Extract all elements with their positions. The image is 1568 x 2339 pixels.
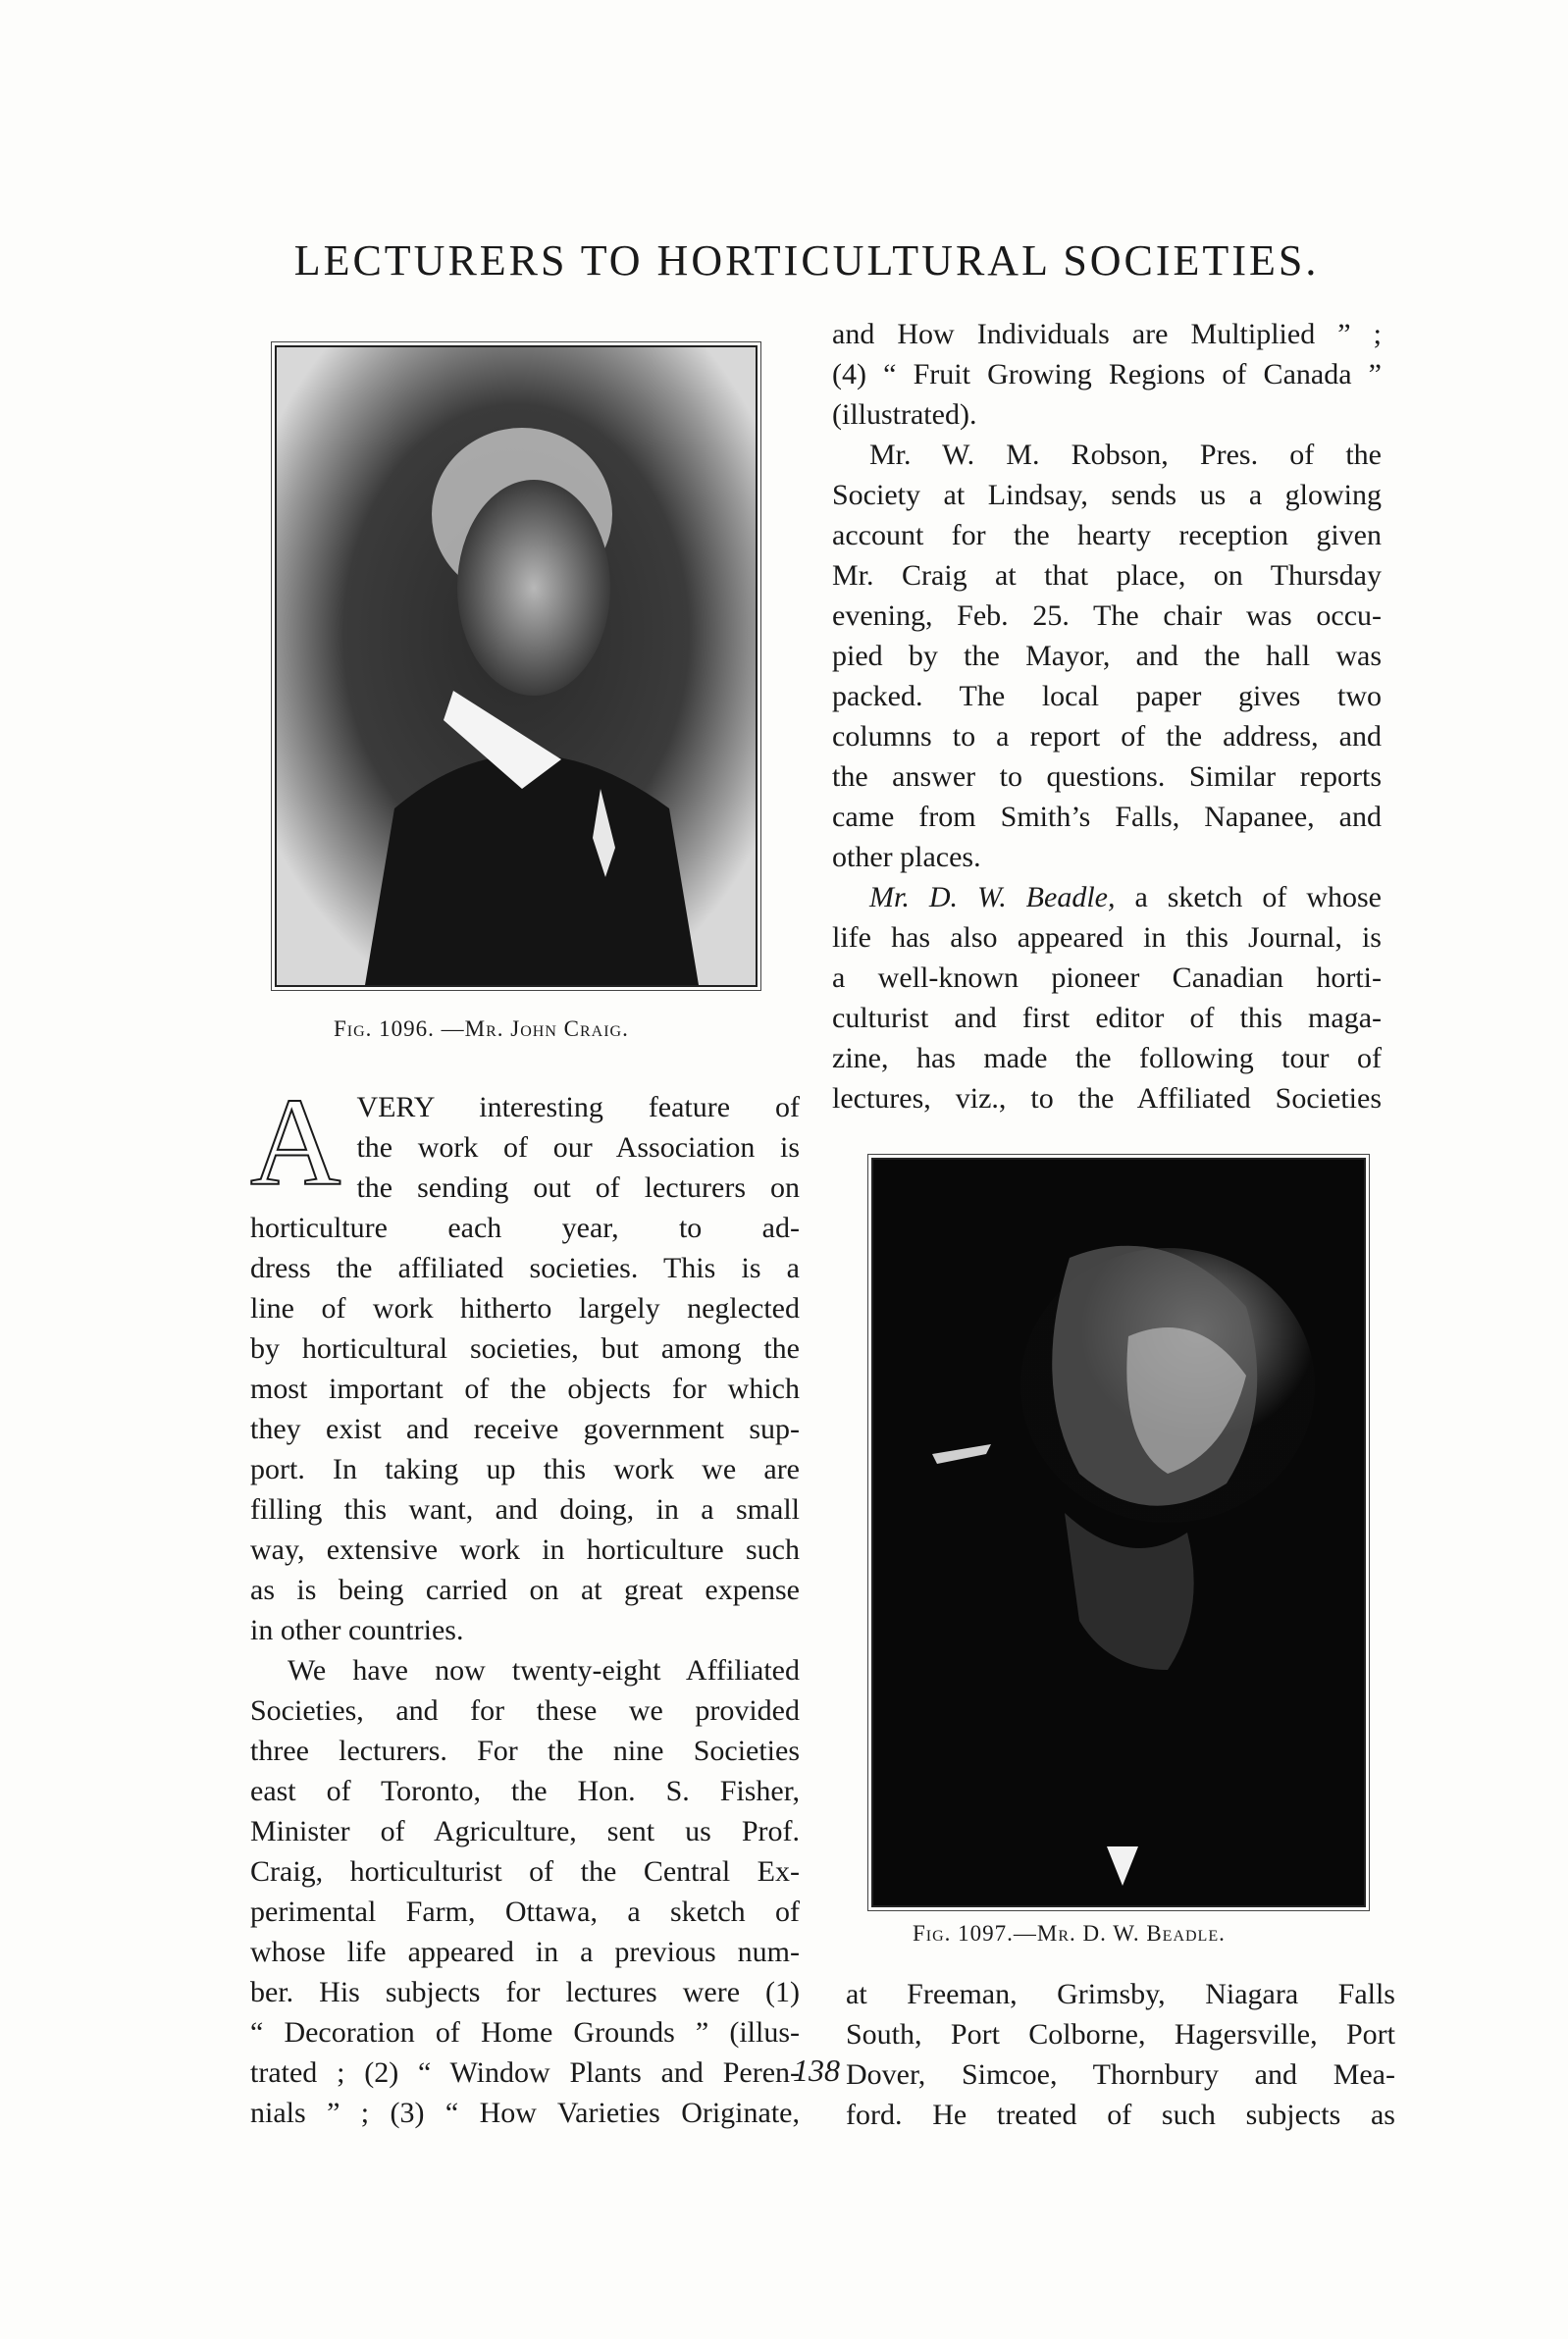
paragraph-intro	[250, 1072, 800, 1650]
text-line: columns to a report of the address, and	[832, 720, 1382, 753]
portrait-image-beadle	[873, 1160, 1364, 1905]
text-line: whose life appeared in a previous num-	[250, 1936, 800, 1968]
text-line: line of work hitherto largely neglected	[250, 1292, 800, 1325]
text-line: Society at Lindsay, sends us a glowing	[832, 479, 1382, 511]
text-line: and How Individuals are Multiplied ” ;	[832, 318, 1382, 350]
text-line: way, extensive work in horticulture such	[250, 1533, 800, 1566]
text-line: Societies, and for these we provided	[250, 1694, 800, 1727]
text-line: (4) “ Fruit Growing Regions of Canada ”	[832, 358, 1382, 390]
text-line: in other countries.	[250, 1614, 464, 1646]
text-line: Mr. Craig at that place, on Thursday	[832, 559, 1382, 592]
text-line: the sending out of lecturers on	[356, 1171, 800, 1204]
text-line: other places.	[832, 841, 981, 873]
text-line: at Freeman, Grimsby, Niagara Falls	[846, 1978, 1395, 2010]
text-line: South, Port Colborne, Hagersville, Port	[846, 2018, 1395, 2051]
text-line: perimental Farm, Ottawa, a sketch of	[250, 1896, 800, 1928]
right-column-bottom	[846, 1974, 1395, 2135]
text-line: Dover, Simcoe, Thornbury and Mea-	[846, 2058, 1395, 2091]
text-line: zine, has made the following tour of	[832, 1042, 1382, 1074]
text-fragment: a sketch of whose	[1134, 881, 1382, 913]
portrait-image-craig	[277, 347, 756, 985]
text-line: culturist and first editor of this maga-	[832, 1002, 1382, 1034]
text-line: ford. He treated of such subjects as	[846, 2099, 1395, 2131]
text-line: filling this want, and doing, in a small	[250, 1493, 800, 1526]
text-line: account for the hearty reception given	[832, 519, 1382, 551]
right-column-top	[832, 314, 1382, 1118]
text-line: most important of the objects for which	[250, 1373, 800, 1405]
paragraph-beadle	[832, 877, 1382, 1118]
figure-caption-1096: Fig. 1096. —Mr. John Craig.	[334, 1016, 629, 1041]
text-line: they exist and receive government sup-	[250, 1413, 800, 1445]
text-line: east of Toronto, the Hon. S. Fisher,	[250, 1775, 800, 1807]
text-line: (illustrated).	[832, 398, 977, 431]
text-line: three lecturers. For the nine Societies	[250, 1735, 800, 1767]
text-line: came from Smith’s Falls, Napanee, and	[832, 801, 1382, 833]
beadle-name: Mr. D. W. Beadle,	[869, 881, 1116, 913]
text-line: We have now twenty-eight Affiliated	[287, 1654, 800, 1687]
text-line: “ Decoration of Home Grounds ” (illus-	[250, 2016, 800, 2049]
text-line: port. In taking up this work we are	[250, 1453, 800, 1485]
text-line: lectures, viz., to the Affiliated Societies	[832, 1082, 1382, 1115]
paragraph-lecturers	[250, 1650, 800, 2133]
text-line: packed. The local paper gives two	[832, 680, 1382, 712]
text-line: as is being carried on at great expense	[250, 1574, 800, 1606]
text-line	[832, 877, 1382, 917]
text-line: trated ; (2) “ Window Plants and Peren-	[250, 2056, 800, 2089]
portrait-photo-craig	[275, 345, 758, 987]
text-line: VERY interesting feature of	[356, 1091, 800, 1123]
figure-caption-1097: Fig. 1097.—Mr. D. W. Beadle.	[913, 1921, 1226, 1946]
paragraph-robson	[832, 435, 1382, 877]
paragraph-subjects-cont	[832, 314, 1382, 435]
text-line: the work of our Association is	[356, 1131, 800, 1164]
text-line: Craig, horticulturist of the Central Ex-	[250, 1855, 800, 1888]
text-line: Mr. W. M. Robson, Pres. of the	[869, 439, 1382, 471]
text-line: nials ” ; (3) “ How Varieties Originate,	[250, 2097, 800, 2129]
text-line: ber. His subjects for lectures were (1)	[250, 1976, 800, 2008]
portrait-photo-beadle	[871, 1158, 1366, 1907]
text-line: life has also appeared in this Journal, is	[832, 921, 1382, 954]
drop-cap: A	[250, 1072, 341, 1212]
text-line: horticulture each year, to ad-	[250, 1212, 800, 1244]
page-number: 138	[793, 2053, 840, 2088]
text-line: evening, Feb. 25. The chair was occu-	[832, 599, 1382, 632]
text-line: a well-known pioneer Canadian horti-	[832, 962, 1382, 994]
text-line: Minister of Agriculture, sent us Prof.	[250, 1815, 800, 1847]
text-line: pied by the Mayor, and the hall was	[832, 640, 1382, 672]
left-column	[250, 1072, 800, 2133]
text-line: by horticultural societies, but among the	[250, 1332, 800, 1365]
text-line: dress the affiliated societies. This is a	[250, 1252, 800, 1284]
page-title: LECTURERS TO HORTICULTURAL SOCIETIES.	[293, 236, 1320, 285]
text-line: the answer to questions. Similar reports	[832, 760, 1382, 793]
